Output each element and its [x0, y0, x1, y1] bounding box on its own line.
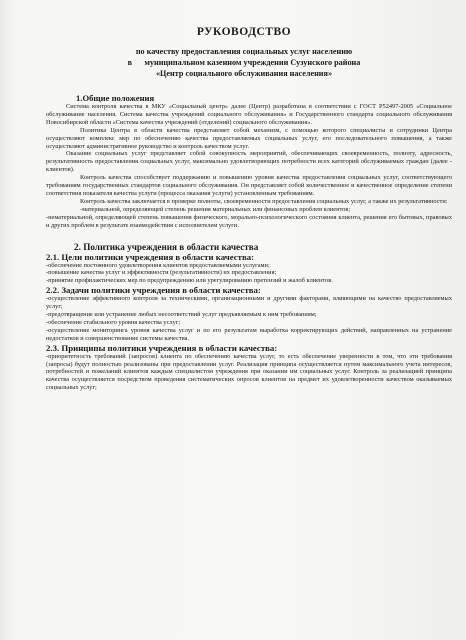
- section-1-paragraph: -материальной, определяющей степень решения материальных или финансовых проблем клиентов;: [80, 205, 351, 213]
- subsection-2-1-heading: 2.1. Цели политики учреждения в области качества:: [46, 251, 255, 262]
- subtitle-line-1: по качеству предоставления социальных услуг населению: [135, 47, 353, 56]
- subsection-2-2-heading: 2.2. Задачи политики учреждения в области качества:: [46, 285, 261, 296]
- subtitle-line-3: «Центр социального обслуживания населения»: [155, 69, 333, 78]
- list-item: -осуществление эффективного контроля за техническими, организационными и другими факторами, влияющими на качество предоставляемых услуг;: [46, 295, 452, 311]
- section-1-paragraph: -нематериальной, определяющей степень повышения физического, морально-психологического состояния клиента, решения его бытовых, правовых и других проблем в результате взаимодействия с исполнителем услуги.: [46, 213, 452, 229]
- list-item: -предотвращение или устранение любых несоответствий услуг предъявляемым к ним требованиям;: [46, 311, 317, 319]
- list-item: -осуществление мониторинга уровня качества услуг и по его результатам выработка корректирующих действий, направленных на устранение недостатков и совершенствование системы качества.: [46, 326, 452, 342]
- section-2-heading: 2. Политика учреждения в области качества: [74, 241, 259, 252]
- title-block: [36, 26, 452, 79]
- list-item: -обеспечение стабильного уровня качества услуг;: [46, 318, 181, 326]
- document-title: РУКОВОДСТВО: [196, 26, 292, 38]
- subsection-2-3-heading: 2.3. Принципы политики учреждения в области качества:: [46, 342, 278, 353]
- list-item: -обеспечение постоянного удовлетворения клиентов предоставляемыми услугами;: [46, 261, 270, 269]
- section-1-paragraph: Политика Центра в области качества представляет собой механизм, с помощью которого специалисты и сотрудники Центра осуществляют комплекс мер по обеспечению качества предоставляемых социальных услуг, его последовательного повышения, а также осуществляют административное руководство и контроль качеством услуг.: [46, 126, 452, 150]
- section-1-paragraph: Контроль качества заключается в проверке полноты, своевременности предоставления социальных услуг, а также их результативности:: [80, 197, 448, 205]
- list-item: -повышение качества услуг и эффективности (результативности) их предоставления;: [46, 269, 277, 277]
- section-1-heading: 1.Общие положения: [76, 93, 155, 103]
- section-1-paragraph: Система контроля качества в МКУ «Социальный центр» далее (Центр) разработана в соответствии с ГОСТ Р52497-2005 «Социальное обслуживание населения. Система качества учреждений социального обслуживания» и Государственного стандарта социального обслуживания Новосибирской области «Система качества учреждений (отделений) социального обслуживания».: [46, 103, 452, 126]
- list-item: -принятие профилактических мер по предупреждению или урегулированию претензий и жалоб клиентов.: [46, 277, 333, 285]
- section-1-paragraph: Оказание социальных услуг представляет собой совокупность мероприятий, обеспечивающих своевременность, полноту, адресность, результативность предоставления социальных услуг, максимально удовлетворяющих потребности всех категорий обслуживаемых граждан (далее - клиентов).: [46, 150, 452, 174]
- section-1-paragraph: Контроль качества способствует поддержанию и повышению уровня качества предоставления социальных услуг, соответствующего требованиям государственных стандартов социального обслуживания. Он представляет собой количественное и качественное определение степени соответствия показателя качества услуги (процесса оказания услуги) установленным требованиям.: [46, 174, 452, 197]
- list-item: -приоритетность требований (запросов) клиента по обеспечению качества услуг, то есть обеспечение уверенности в том, что эти требования (запросы) будут полностью реализованы при предоставлении услуг. Реализация принципа осуществляется путем максимального учета интересов, потребностей и пожеланий клиентов каждым специалистом учреждения при оказании им социальных услуг. Контроль за реализацией принципа качества осуществляется посредством проведения систематических опросов клиентов на предмет их удовлетворенности качеством оказываемых социальных услуг;: [46, 352, 452, 392]
- subtitle-line-2: в муниципальном казенном учреждении Сузунского района: [127, 58, 361, 67]
